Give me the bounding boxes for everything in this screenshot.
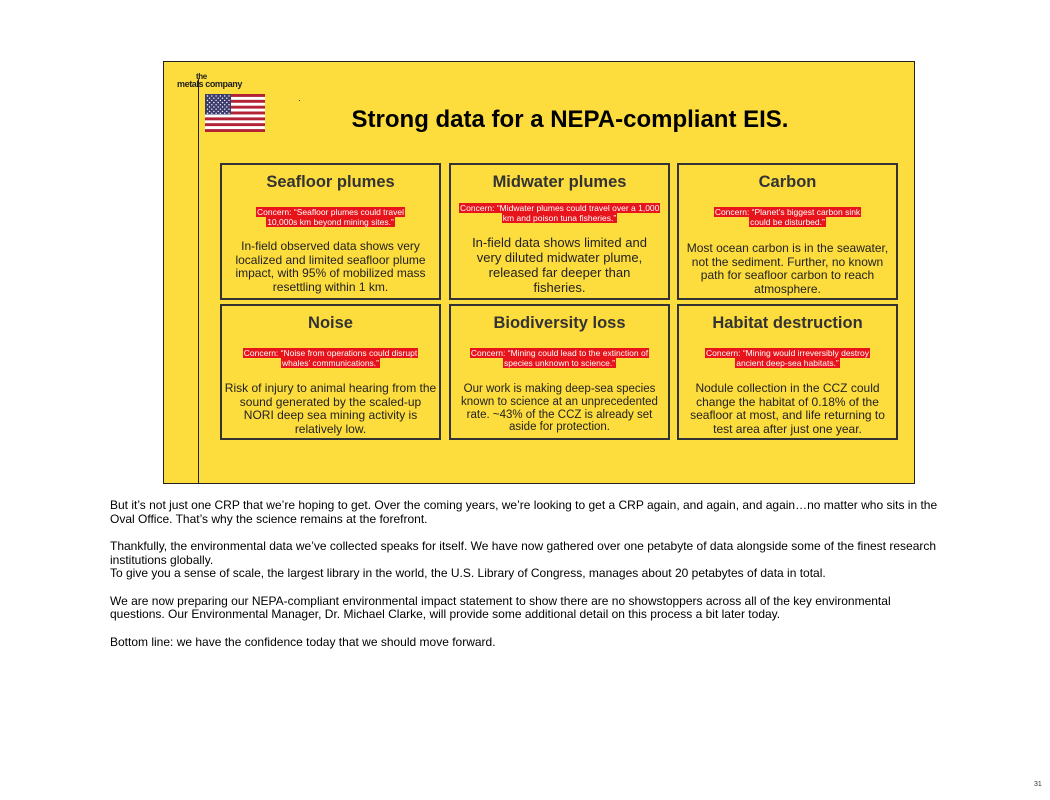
notes-paragraph: Bottom line: we have the confidence today that we should move forward. (110, 634, 496, 649)
card-title: Habitat destruction (712, 314, 863, 332)
card-carbon (677, 163, 898, 300)
slide-title: Strong data for a NEPA-compliant EIS. (351, 106, 789, 133)
concern-highlight: Concern: “Seafloor plumes could travel 10,000s km beyond mining sites.” (257, 207, 404, 227)
decorative-dot (299, 100, 300, 101)
concern-highlight: Concern: “Planet’s biggest carbon sink could be disturbed.” (714, 207, 861, 227)
notes-paragraph: To give you a sense of scale, the largest library in the world, the U.S. Library of Congress, manages about 20 petabytes of data in total. (110, 566, 826, 580)
notes-paragraph: We are now preparing our NEPA-compliant environmental impact statement to show there are no showstoppers across all of the key environmental questions. Our Environmental Manager, Dr. Michael Clarke, will provide some additional detail on this process a bit later today. (110, 593, 891, 621)
card-body: In-field observed data shows very localized and limited seafloor plume impact, with 95% of mobilized mass resettling within 1 km. (235, 239, 426, 294)
card-seafloor-plumes (220, 163, 441, 300)
company-logo (177, 73, 257, 93)
page-number: 31 (1034, 781, 1042, 788)
us-flag-icon (205, 94, 265, 132)
concern-highlight: Concern: “Mining could lead to the extinction of species unknown to science.” (470, 348, 649, 368)
card-habitat-destruction (677, 304, 898, 440)
card-body: In-field data shows limited and very diluted midwater plume, released far deeper than fisheries. (472, 235, 647, 295)
card-title: Biodiversity loss (493, 314, 626, 332)
card-biodiversity-loss (449, 304, 670, 440)
notes-paragraph: But it’s not just one CRP that we’re hoping to get. Over the coming years, we’re looking to get a CRP again, and again, and again…no matter who sits in the Oval Office. That’s why the science remains at the forefront. (110, 498, 938, 526)
concern-note (242, 207, 419, 227)
concern-note (705, 207, 870, 227)
card-body: Risk of injury to animal hearing from the sound generated by the scaled-up NORI deep sea mining activity is relatively low. (224, 381, 437, 436)
card-body: Nodule collection in the CCZ could change the habitat of 0.18% of the seafloor at most, and life returning to test area after just one year. (690, 381, 885, 436)
concern-highlight: Concern: “Mining would irreversibly destroy ancient deep-sea habitats.” (706, 348, 869, 368)
concern-note (697, 348, 878, 368)
concern-note (465, 348, 654, 368)
card-title: Midwater plumes (492, 173, 627, 191)
concern-note (232, 348, 429, 368)
card-body: Most ocean carbon is in the seawater, not the sediment. Further, no known path for seafloor carbon to reach atmosphere. (686, 241, 889, 296)
card-title: Seafloor plumes (266, 173, 395, 191)
concern-highlight: Concern: “Noise from operations could disrupt whales’ communications.” (243, 348, 418, 368)
logo-line-2: metals company (177, 79, 242, 89)
concern-highlight: Concern: “Midwater plumes could travel over a 1,000 km and poison tuna fisheries.” (460, 203, 660, 223)
card-midwater-plumes (449, 163, 670, 300)
card-title: Carbon (758, 173, 817, 191)
slide-vertical-rule (198, 79, 199, 484)
card-title: Noise (308, 314, 353, 332)
card-body: Our work is making deep-sea species known to science at an unprecedented rate. ~43% of the CCZ is already set aside for protection. (461, 383, 658, 434)
logo-line-1: the (196, 72, 207, 81)
card-noise (220, 304, 441, 440)
notes-paragraph: Thankfully, the environmental data we’ve collected speaks for itself. We have now gathered over one petabyte of data alongside some of the finest research institutions globally. (110, 539, 937, 567)
concern-note (459, 203, 660, 223)
speaker-notes (110, 499, 940, 663)
